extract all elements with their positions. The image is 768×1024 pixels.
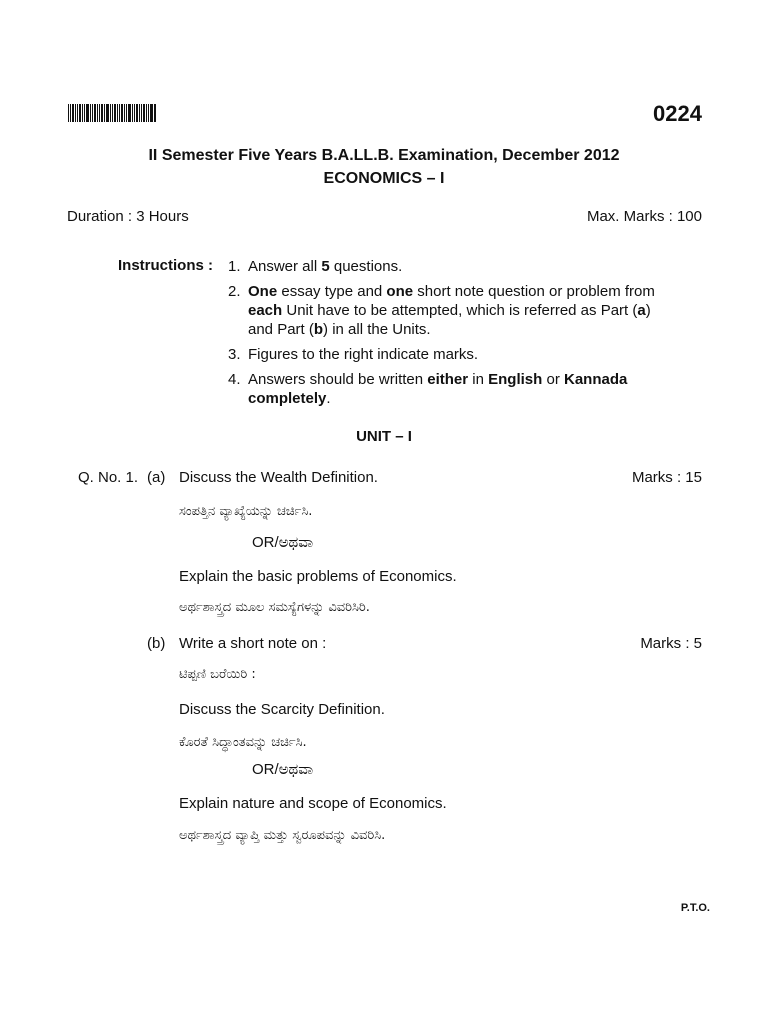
part-b-marks: Marks : 5 — [640, 635, 702, 652]
instruction-item: 2. One essay type and one short note question or problem from each Unit have to be attempted, which is referred as Part (a) and Part (b) in all the Units. — [228, 283, 655, 338]
part-b-intro-kannada: ಟಿಪ್ಪಣಿ ಬರೆಯಿರಿ : — [179, 667, 256, 682]
instruction-item: 3. Figures to the right indicate marks. — [228, 346, 479, 363]
part-b-question-2: Explain nature and scope of Economics. — [179, 795, 447, 812]
part-b-label: (b) — [147, 635, 166, 652]
question-number: Q. No. 1. — [78, 469, 139, 486]
instruction-number: 4. — [228, 371, 241, 388]
barcode — [68, 104, 156, 122]
instructions-label: Instructions : — [118, 257, 214, 274]
part-a-question-2: Explain the basic problems of Economics. — [179, 568, 457, 585]
instruction-number: 1. — [228, 258, 241, 275]
part-b-question-1-kannada: ಕೊರತೆ ಸಿದ್ಧಾಂತವನ್ನು ಚರ್ಚಿಸಿ. — [179, 735, 307, 750]
exam-title: II Semester Five Years B.A.LL.B. Examination, December 2012 — [148, 147, 620, 164]
subject-title: ECONOMICS – I — [323, 170, 445, 187]
part-a-question-1-kannada: ಸಂಪತ್ತಿನ ವ್ಯಾಖ್ಯೆಯನ್ನು ಚರ್ಚಿಸಿ. — [179, 504, 313, 519]
instruction-number: 3. — [228, 346, 241, 363]
instruction-number: 2. — [228, 283, 241, 300]
part-a-label: (a) — [147, 469, 166, 486]
instruction-item: 4. Answers should be written either in English or Kannada completely. — [228, 371, 628, 407]
please-turn-over: P.T.O. — [680, 902, 710, 914]
max-marks: Max. Marks : 100 — [586, 208, 702, 225]
part-a-question-2-kannada: ಅರ್ಥಶಾಸ್ತ್ರದ ಮೂಲ ಸಮಸ್ಯೆಗಳನ್ನು ವಿವರಿಸಿರಿ. — [179, 600, 370, 615]
duration: Duration : 3 Hours — [67, 208, 189, 225]
paper-code: 0224 — [653, 101, 702, 126]
part-a-marks: Marks : 15 — [631, 469, 702, 486]
part-b-question-1: Discuss the Scarcity Definition. — [179, 701, 385, 718]
part-b-intro: Write a short note on : — [179, 635, 327, 652]
part-a-question-1: Discuss the Wealth Definition. — [179, 469, 378, 486]
or-separator: OR/ಅಥವಾ — [252, 534, 314, 551]
instruction-item: 1. Answer all 5 questions. — [228, 258, 403, 275]
part-b-question-2-kannada: ಅರ್ಥಶಾಸ್ತ್ರದ ವ್ಯಾಪ್ತಿ ಮತ್ತು ಸ್ವರೂಪವನ್ನು ವಿವರಿಸಿ. — [179, 828, 386, 843]
or-separator: OR/ಅಥವಾ — [252, 761, 314, 778]
unit-heading: UNIT – I — [356, 428, 412, 445]
